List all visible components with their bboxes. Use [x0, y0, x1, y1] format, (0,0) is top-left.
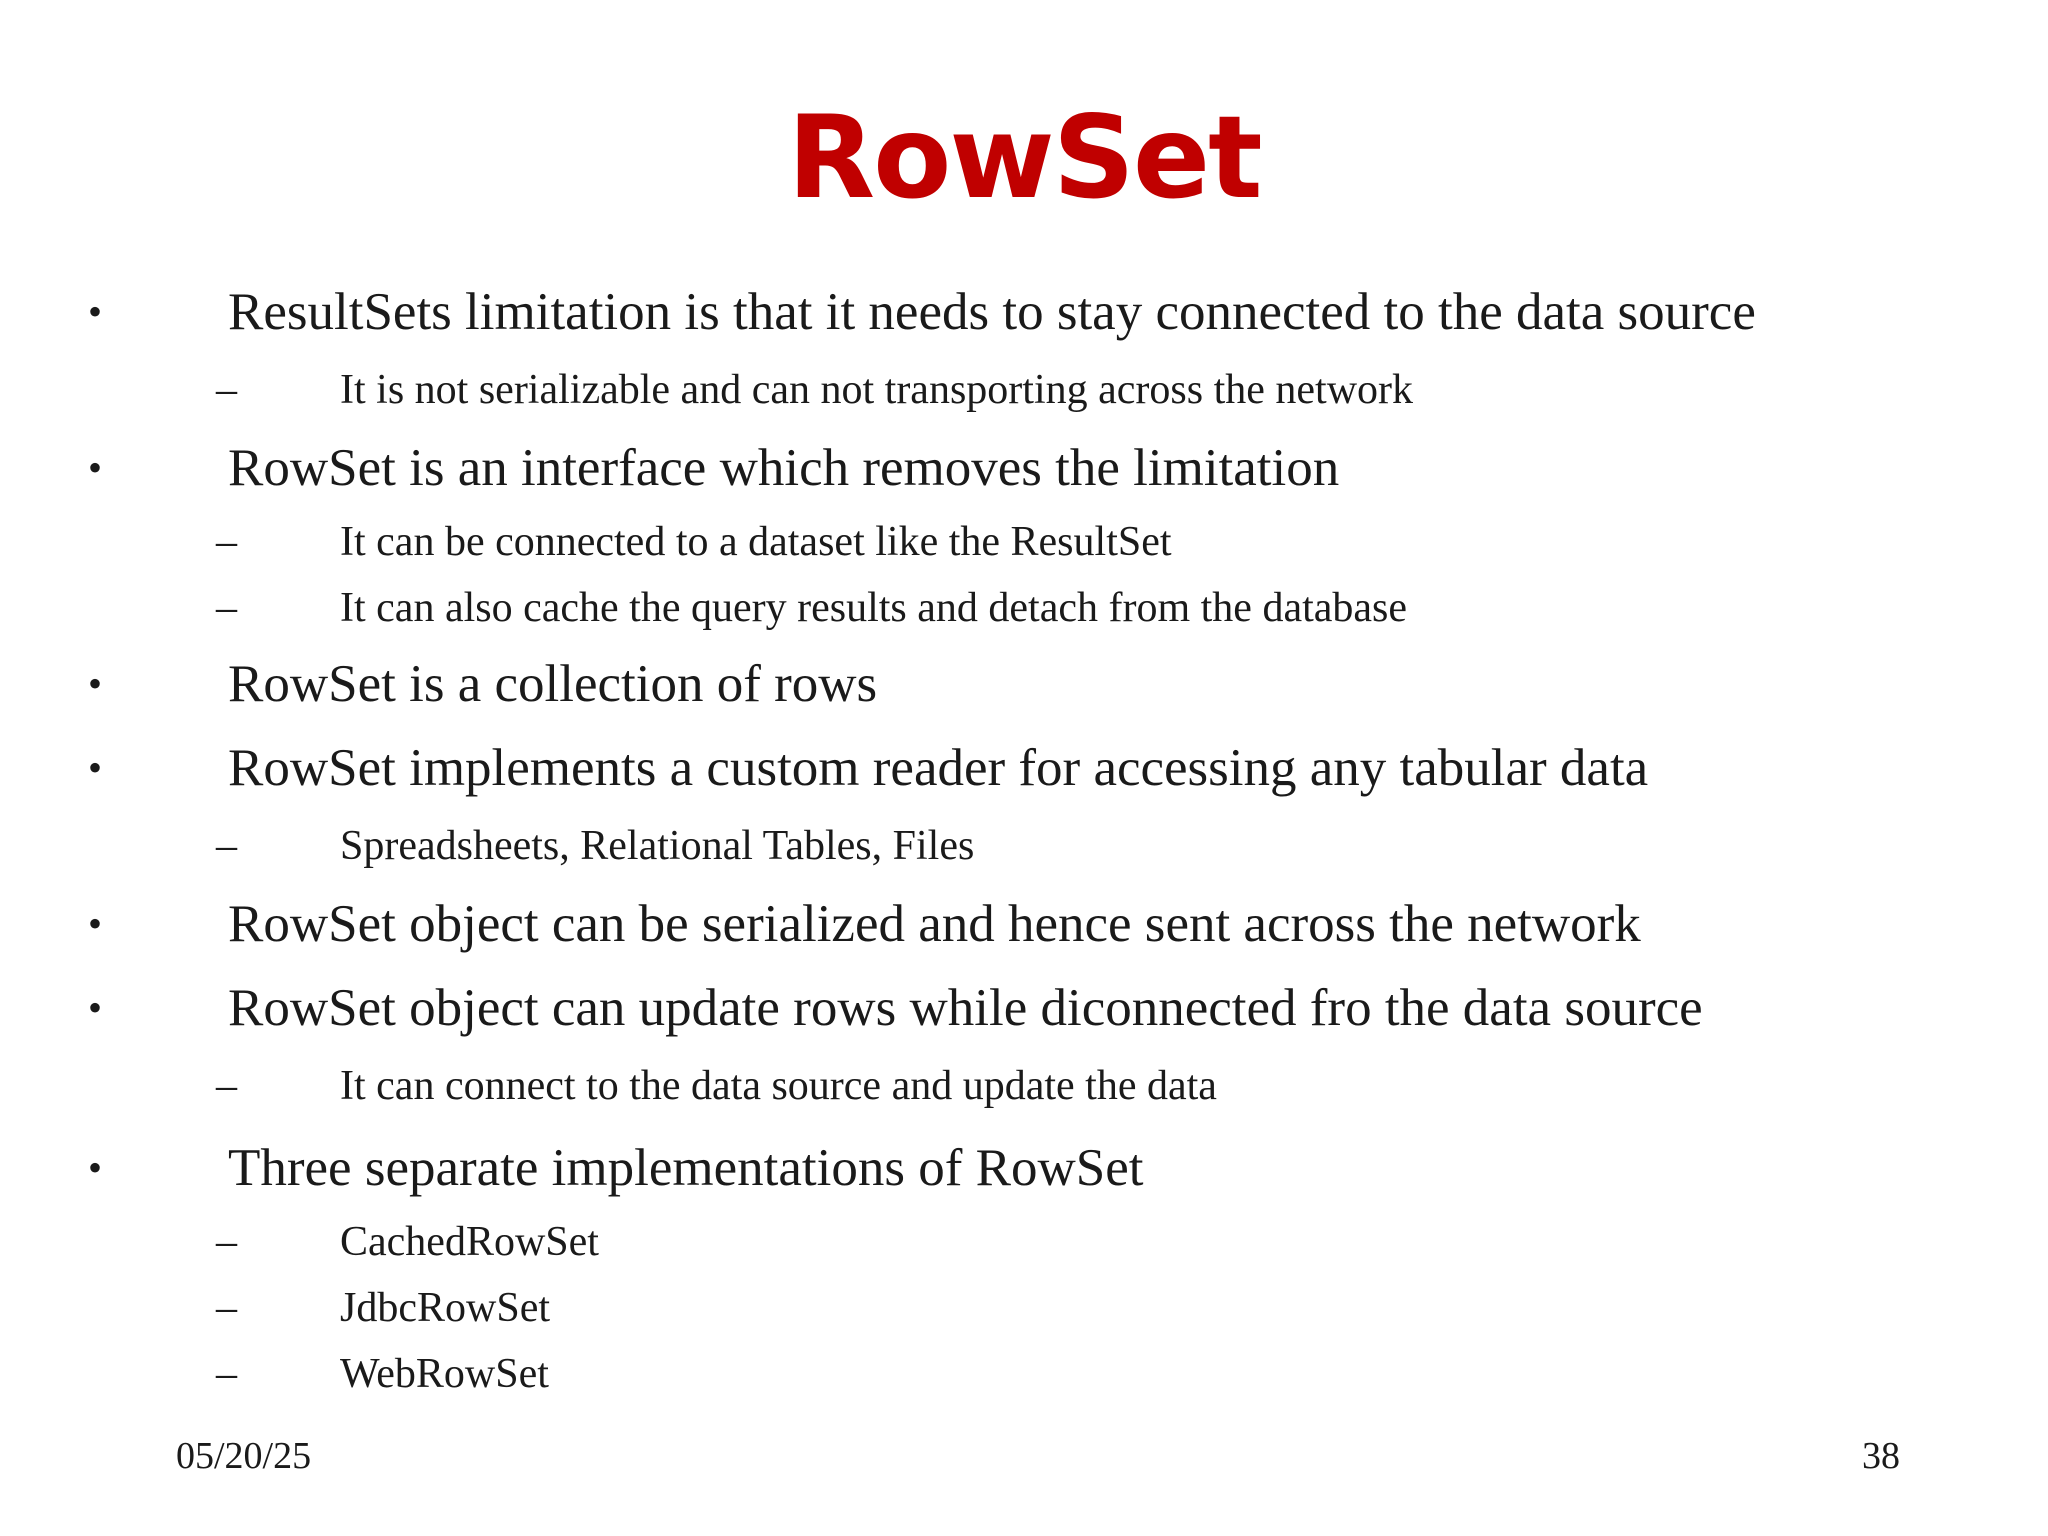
dash-marker: – — [216, 1285, 237, 1331]
bullet-text: RowSet object can be serialized and hence sent across the network — [228, 895, 1641, 953]
slide-title: RowSet — [787, 91, 1261, 224]
sub-bullet-text: JdbcRowSet — [340, 1285, 550, 1331]
bullet-marker: • — [88, 745, 103, 790]
sub-bullet-text: CachedRowSet — [340, 1219, 599, 1265]
bullet-item — [0, 1136, 2048, 1200]
sub-bullet-item — [0, 364, 2048, 416]
bullet-marker: • — [88, 901, 103, 946]
dash-marker: – — [216, 585, 237, 631]
bullet-marker: • — [88, 1145, 103, 1190]
bullet-text: RowSet object can update rows while diconnected fro the data source — [228, 979, 1703, 1037]
dash-marker: – — [216, 1219, 237, 1265]
bullet-text: RowSet is an interface which removes the limitation — [228, 439, 1340, 497]
footer-date: 05/20/25 — [176, 1435, 312, 1477]
sub-bullet-item — [0, 820, 2048, 872]
page-number: 38 — [1862, 1435, 1900, 1477]
bullet-marker: • — [88, 661, 103, 706]
bullet-item — [0, 892, 2048, 956]
dash-marker: – — [216, 519, 237, 565]
dash-marker: – — [216, 1351, 237, 1397]
bullet-item — [0, 976, 2048, 1040]
sub-bullet-item — [0, 1282, 2048, 1334]
dash-marker: – — [216, 367, 237, 413]
bullet-text: RowSet is a collection of rows — [228, 655, 878, 713]
bullet-item — [0, 736, 2048, 800]
bullet-marker: • — [88, 289, 103, 334]
sub-bullet-item — [0, 1216, 2048, 1268]
dash-marker: – — [216, 823, 237, 869]
dash-marker: – — [216, 1063, 237, 1109]
sub-bullet-item — [0, 1348, 2048, 1400]
bullet-item — [0, 436, 2048, 500]
sub-bullet-item — [0, 582, 2048, 634]
sub-bullet-text: Spreadsheets, Relational Tables, Files — [340, 823, 975, 869]
sub-bullet-text: It can connect to the data source and update the data — [340, 1063, 1217, 1109]
bullet-marker: • — [88, 985, 103, 1030]
sub-bullet-text: It can be connected to a dataset like the ResultSet — [340, 519, 1172, 565]
sub-bullet-item — [0, 516, 2048, 568]
bullet-marker: • — [88, 445, 103, 490]
sub-bullet-item — [0, 1060, 2048, 1112]
bullet-text: Three separate implementations of RowSet — [228, 1139, 1144, 1197]
bullet-item — [0, 652, 2048, 716]
bullet-item — [0, 280, 2048, 344]
bullet-text: RowSet implements a custom reader for accessing any tabular data — [228, 739, 1649, 797]
sub-bullet-text: WebRowSet — [340, 1351, 549, 1397]
sub-bullet-text: It can also cache the query results and detach from the database — [340, 585, 1408, 631]
sub-bullet-text: It is not serializable and can not transporting across the network — [340, 367, 1414, 413]
bullet-text: ResultSets limitation is that it needs to stay connected to the data source — [228, 283, 1756, 341]
